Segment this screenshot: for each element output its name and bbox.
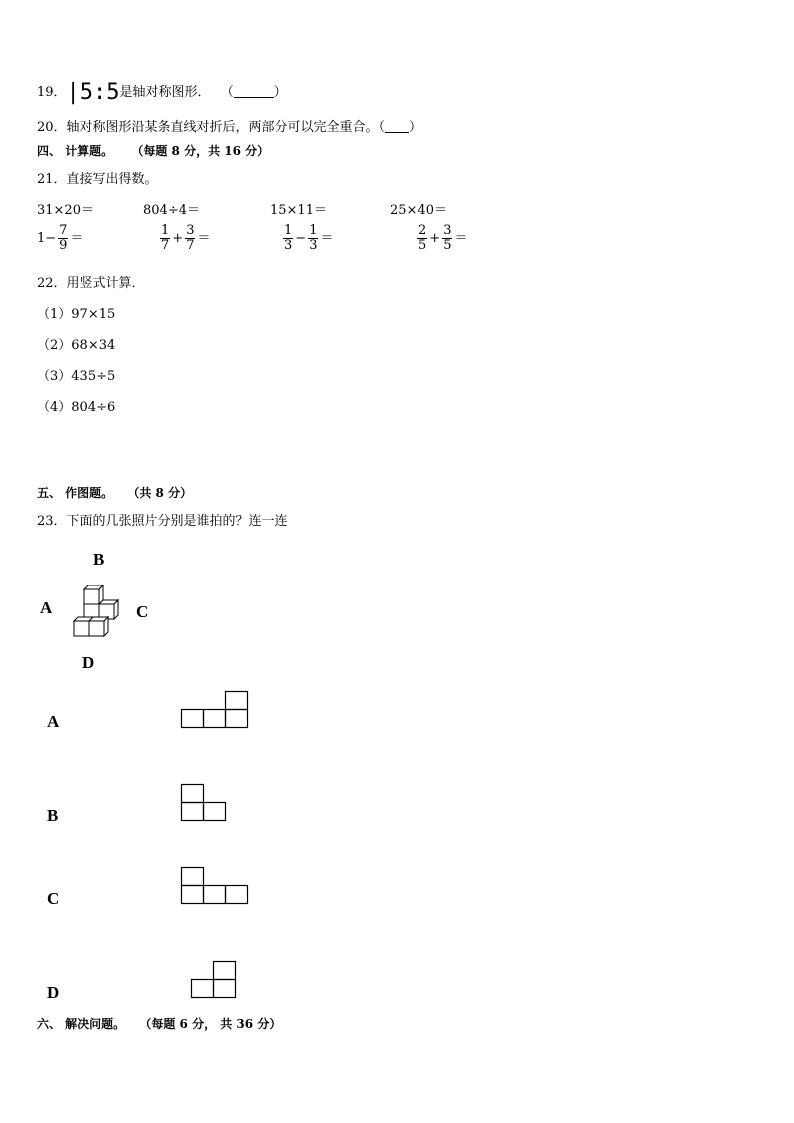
operator: + — [172, 231, 184, 246]
answer-blank[interactable] — [385, 120, 409, 133]
fraction — [58, 224, 68, 253]
fraction — [417, 224, 427, 253]
calc-item: 25×40＝ — [390, 203, 447, 218]
fraction-item-3 — [281, 224, 333, 253]
view-shape-2 — [180, 783, 230, 823]
section-note: （共 8 分） — [127, 486, 193, 500]
numerator: 1 — [284, 223, 293, 238]
numerator: 2 — [418, 223, 427, 238]
denominator: 3 — [309, 238, 318, 253]
question-19 — [37, 80, 287, 105]
fraction-item-1 — [37, 224, 83, 253]
vertical-calc-item: （2）68×34 — [37, 338, 116, 353]
fraction — [185, 224, 195, 253]
equals: ＝ — [320, 231, 334, 246]
view-label-c: C — [136, 602, 149, 621]
numerator: 7 — [59, 223, 68, 238]
fraction — [442, 224, 452, 253]
equals: ＝ — [70, 231, 84, 246]
denominator: 3 — [284, 238, 293, 253]
question-22-title: 22．用竖式计算． — [37, 276, 145, 291]
view-shape-1 — [180, 690, 250, 730]
denominator: 7 — [161, 238, 170, 253]
operator: + — [429, 231, 441, 246]
answer-blank[interactable] — [234, 85, 274, 98]
operator: − — [295, 231, 307, 246]
row-label-a: A — [47, 712, 60, 731]
section-title: 五、 作图题。 — [37, 486, 114, 500]
view-shape-3 — [180, 866, 252, 906]
segment-digits-figure: |5:5 — [66, 80, 120, 105]
fraction — [308, 224, 318, 253]
denominator: 7 — [186, 238, 195, 253]
numerator: 1 — [309, 223, 318, 238]
row-label-b: B — [47, 806, 59, 825]
answer-bracket: （ ） — [220, 85, 287, 100]
section-6-heading — [37, 1015, 281, 1032]
section-5-heading — [37, 484, 192, 501]
vertical-calc-item: （4）804÷6 — [37, 400, 116, 415]
question-text: 20．轴对称图形沿某条直线对折后，两部分可以完全重合。（ — [37, 120, 386, 135]
vertical-calc-item: （3）435÷5 — [37, 369, 116, 384]
fraction — [283, 224, 293, 253]
denominator: 5 — [443, 238, 452, 253]
bracket-close: ） — [409, 120, 423, 135]
fraction — [160, 224, 170, 253]
equals: ＝ — [197, 231, 211, 246]
section-4-heading — [37, 142, 269, 159]
calc-item: 15×11＝ — [270, 203, 327, 218]
question-21-title: 21．直接写出得数。 — [37, 172, 158, 187]
numerator: 3 — [186, 223, 195, 238]
question-23-title: 23．下面的几张照片分别是谁拍的？连一连 — [37, 514, 288, 529]
fraction-item-2 — [158, 224, 210, 253]
numerator: 1 — [161, 223, 170, 238]
equals: ＝ — [454, 231, 468, 246]
section-title: 四、 计算题。 — [37, 144, 114, 158]
vertical-calc-item: （1）97×15 — [37, 307, 116, 322]
whole-number: 1− — [37, 231, 57, 246]
numerator: 3 — [443, 223, 452, 238]
row-label-d: D — [47, 983, 60, 1002]
question-20 — [37, 116, 422, 135]
view-label-d: D — [82, 653, 95, 672]
section-note: （每题 8 分，共 16 分） — [131, 144, 270, 158]
row-label-c: C — [47, 889, 60, 908]
view-label-a: A — [40, 598, 53, 617]
view-label-b: B — [93, 550, 105, 569]
question-number: 19． — [37, 85, 67, 100]
section-title: 六、 解决问题。 — [37, 1017, 126, 1031]
cube-stack-figure — [68, 585, 124, 641]
denominator: 5 — [418, 238, 427, 253]
calc-item: 804÷4＝ — [143, 203, 200, 218]
view-shape-4 — [190, 960, 240, 1000]
question-text: 是轴对称图形． — [119, 85, 211, 100]
section-note: （每题 6 分， 共 36 分） — [139, 1017, 282, 1031]
fraction-item-4 — [415, 224, 467, 253]
calc-item: 31×20＝ — [37, 203, 94, 218]
denominator: 9 — [59, 238, 68, 253]
